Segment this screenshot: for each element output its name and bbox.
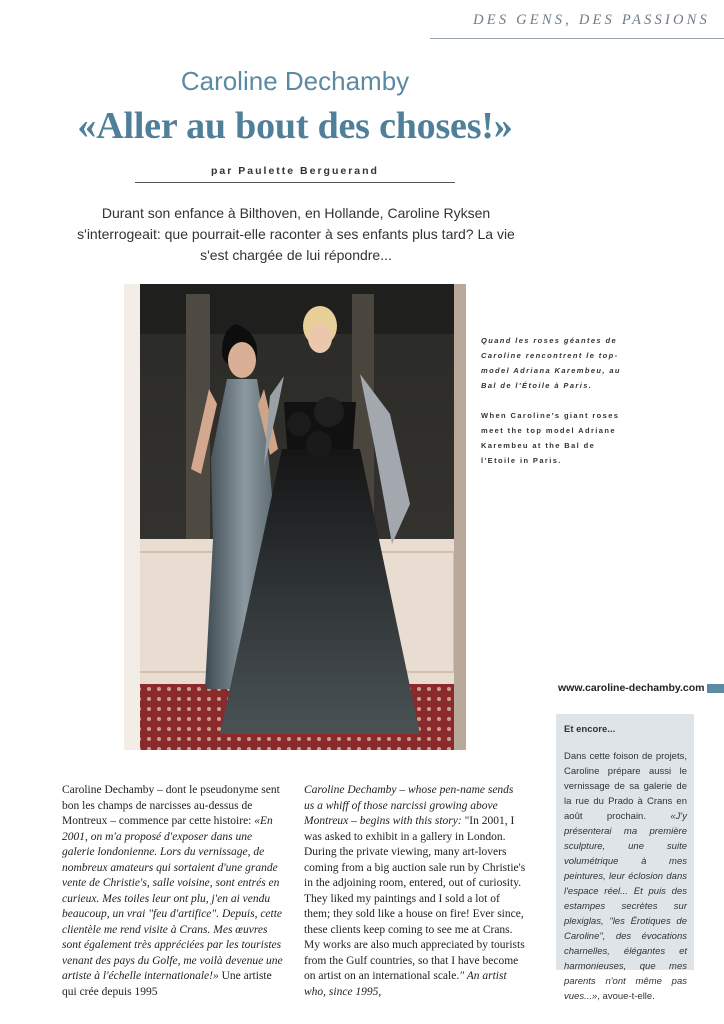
- column-fr-quote: «En 2001, on m'a proposé d'exposer dans une galerie londonienne. Lors du vernissage, de nombreux amateurs qui sortaient d'une grande vente de Christie's, salle voisine, sont entrés en curieux. Mes toiles leur ont plu, j'en ai vendu beaucoup, un vrai "feu d'artifice". Depuis, cette clientèle me rend visite à Crans. Mes œuvres sont également très appréciées par les touristes venant des pays du Golfe, me voilà devenue une artiste à l'échelle internationale!»: [62, 815, 283, 982]
- sidebar-text-3: , avoue-t-elle.: [597, 991, 655, 1002]
- website-marker: [707, 684, 724, 693]
- article-column-english: [304, 783, 526, 1000]
- article-intro: Durant son enfance à Bilthoven, en Hollande, Caroline Ryksen s'interrogeait: que pourrait-elle raconter à ses enfants plus tard? La vie s'est chargée de lui répondre...: [77, 205, 515, 263]
- article-author-name: Caroline Dechamby: [180, 66, 410, 96]
- column-en-part-1: Caroline Dechamby – whose pen-name sends us a whiff of those narcissi growing above Montreux – begins with this story:: [304, 784, 514, 827]
- sidebar-text: [564, 749, 687, 1004]
- sidebar-title: Et encore...: [564, 724, 616, 735]
- website-link[interactable]: www.caroline-dechamby.com: [558, 682, 705, 694]
- photo-caption-fr: Quand les roses géantes de Caroline rencontrent le top-model Adriana Karembeu, au Bal de l'Étoile à Paris.: [481, 336, 621, 390]
- photo-caption-en: When Caroline's giant roses meet the top model Adriane Karembeu at the Bal de l'Etoile in Paris.: [481, 411, 620, 465]
- column-fr-part-3: Une artiste qui crée depuis 1995: [62, 970, 272, 998]
- article-column-french: [62, 783, 284, 1000]
- byline-rule: [135, 182, 455, 183]
- photo-caption: [481, 333, 621, 483]
- sidebar-box: [556, 714, 694, 1002]
- sidebar-text-1: Dans cette foison de projets, Caroline prépare aussi le vernissage de sa galerie de la rue du Prado à Crans en août prochain.: [564, 751, 687, 822]
- article-photo: [124, 284, 466, 750]
- section-header: DES GENS, DES PASSIONS: [473, 12, 710, 28]
- column-en-part-3: " An artist who, since 1995,: [304, 970, 507, 998]
- header-rule: [430, 38, 724, 39]
- sidebar-text-quote: «J'y présenterai ma première sculpture, une suite volumétrique à mes peintures, leur éclosion dans l'espace réel... Et puis des estampes secrètes sur plexiglas, "les Érotiques de Caroline", des évocations charnelles, élégantes et harmonieuses, que mes parents n'ont même pas vues...»: [564, 811, 687, 1002]
- column-en-part-2: "In 2001, I was asked to exhibit in a gallery in London. During the private viewing, many art-lovers coming from a big auction sale run by Christie's in the adjoining room, entered, out of curiosity. They liked my paintings and I sold a lot of them; they sold like a house on fire! Ever since, these clients keep coming to see me at Crans. My works are also much appreciated by tourists from the Gulf countries, so that I have become on artist on an international scale.: [304, 815, 526, 982]
- column-fr-part-1: Caroline Dechamby – dont le pseudonyme sent bon les champs de narcisses au-dessus de Montreux – commence par cette histoire:: [62, 784, 280, 827]
- article-byline: par Paulette Berguerand: [211, 165, 379, 177]
- article-title: «Aller au bout des choses!»: [77, 105, 513, 147]
